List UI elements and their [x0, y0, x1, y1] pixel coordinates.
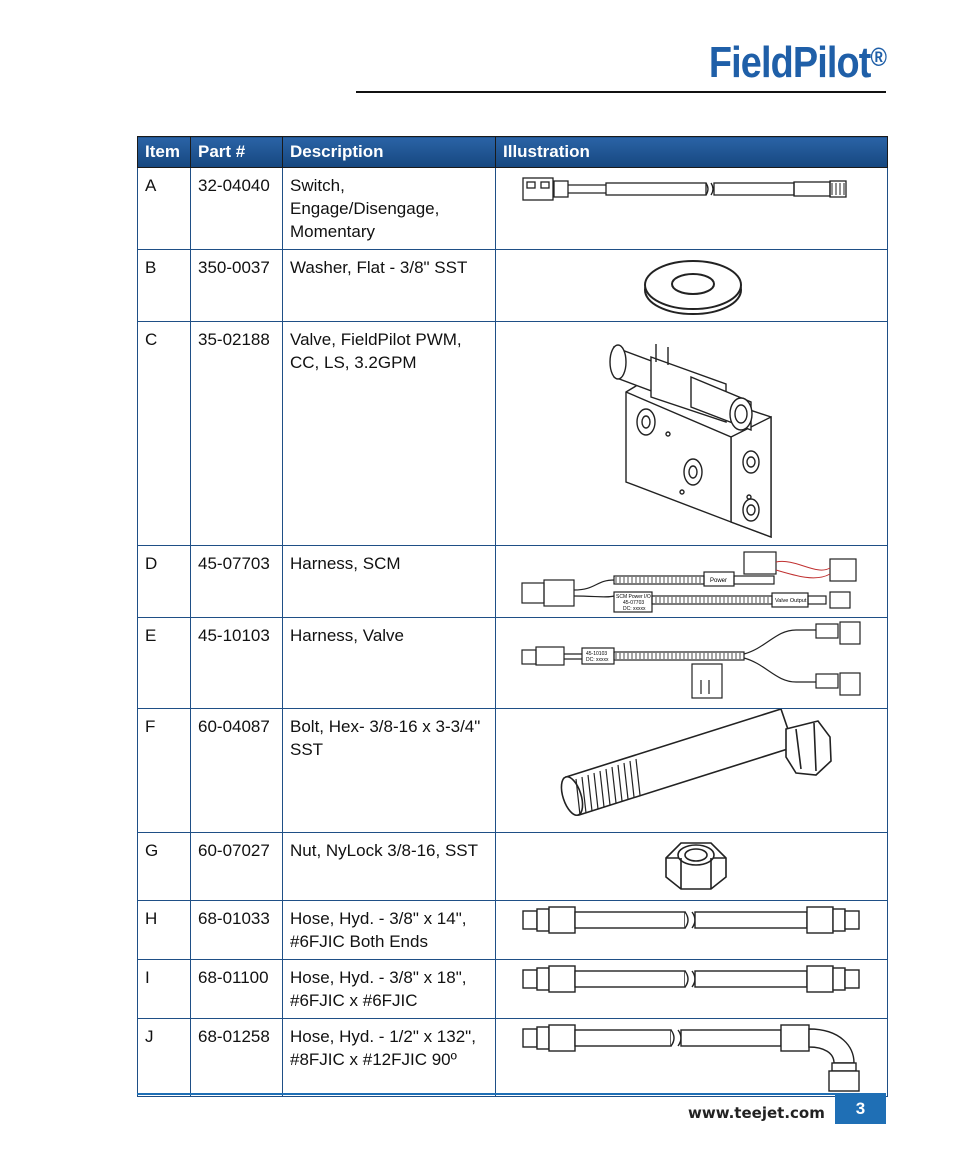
- brand-name: FieldPilot: [708, 38, 871, 87]
- illustration-cell: [496, 1019, 888, 1097]
- valve-harness-icon: [496, 618, 886, 707]
- part-cell: 60-04087: [191, 709, 283, 833]
- fieldpilot-logo: [709, 38, 886, 88]
- footer-rule: [137, 1093, 886, 1095]
- scm-tag-line-2: 45-07703: [623, 600, 645, 606]
- item-cell: G: [138, 833, 191, 901]
- part-cell: 68-01258: [191, 1019, 283, 1097]
- parts-table: [137, 136, 888, 1097]
- description-cell: Hose, Hyd. - 3/8" x 14", #6FJIC Both Ends: [283, 901, 496, 960]
- item-cell: H: [138, 901, 191, 960]
- hose-elbow-icon: [496, 1019, 886, 1095]
- illustration-cell: [496, 833, 888, 901]
- col-header-description: Description: [283, 137, 496, 168]
- item-cell: B: [138, 250, 191, 322]
- illustration-cell: [496, 960, 888, 1019]
- part-cell: 68-01033: [191, 901, 283, 960]
- page-number: 3: [835, 1093, 886, 1124]
- illustration-cell: [496, 546, 888, 618]
- hex-bolt-icon: [496, 709, 886, 831]
- illustration-cell: [496, 901, 888, 960]
- part-cell: 68-01100: [191, 960, 283, 1019]
- item-cell: J: [138, 1019, 191, 1097]
- table-row: [138, 618, 888, 709]
- part-cell: 32-04040: [191, 168, 283, 250]
- illustration-cell: [496, 250, 888, 322]
- description-cell: Hose, Hyd. - 3/8" x 18", #6FJIC x #6FJIC: [283, 960, 496, 1019]
- item-cell: A: [138, 168, 191, 250]
- switch-cable-icon: [496, 168, 886, 218]
- table-row: [138, 709, 888, 833]
- part-cell: 45-07703: [191, 546, 283, 618]
- part-cell: 35-02188: [191, 322, 283, 546]
- table-row: [138, 960, 888, 1019]
- item-cell: I: [138, 960, 191, 1019]
- table-row: [138, 1019, 888, 1097]
- header-rule: [356, 91, 886, 93]
- table-row: [138, 322, 888, 546]
- nylock-nut-icon: [496, 833, 886, 899]
- part-cell: 45-10103: [191, 618, 283, 709]
- description-cell: Harness, Valve: [283, 618, 496, 709]
- description-cell: Hose, Hyd. - 1/2" x 132", #8FJIC x #12FJIC 90º: [283, 1019, 496, 1097]
- table-row: [138, 168, 888, 250]
- item-cell: F: [138, 709, 191, 833]
- scm-valve-output-label: Valve Output: [775, 598, 807, 604]
- item-cell: C: [138, 322, 191, 546]
- scm-tag-line-3: DC: xxxxx: [623, 606, 646, 612]
- scm-harness-icon: [496, 546, 886, 616]
- hose-straight-icon: [496, 960, 886, 1010]
- table-row: [138, 250, 888, 322]
- table-row: [138, 833, 888, 901]
- scm-power-label: Power: [710, 578, 728, 584]
- description-cell: Valve, FieldPilot PWM, CC, LS, 3.2GPM: [283, 322, 496, 546]
- illustration-cell: [496, 322, 888, 546]
- col-header-illustration: Illustration: [496, 137, 888, 168]
- part-cell: 350-0037: [191, 250, 283, 322]
- description-cell: Bolt, Hex- 3/8-16 x 3-3/4" SST: [283, 709, 496, 833]
- table-header-row: [138, 137, 888, 168]
- illustration-cell: [496, 168, 888, 250]
- part-cell: 60-07027: [191, 833, 283, 901]
- illustration-cell: [496, 709, 888, 833]
- illustration-cell: [496, 618, 888, 709]
- scm-tag-line-1: SCM Power I/O: [616, 594, 651, 600]
- item-cell: D: [138, 546, 191, 618]
- washer-icon: [496, 250, 886, 320]
- valve-block-icon: [496, 322, 886, 544]
- table-row: [138, 901, 888, 960]
- table-row: [138, 546, 888, 618]
- valve-tag-line-2: DC: xxxxx: [586, 657, 609, 663]
- hose-straight-icon: [496, 901, 886, 951]
- footer-url: www.teejet.com: [688, 1104, 825, 1122]
- description-cell: Harness, SCM: [283, 546, 496, 618]
- registered-mark: ®: [870, 42, 886, 72]
- valve-tag-line-1: 45-10103: [586, 651, 608, 657]
- col-header-part: Part #: [191, 137, 283, 168]
- col-header-item: Item: [138, 137, 191, 168]
- item-cell: E: [138, 618, 191, 709]
- description-cell: Nut, NyLock 3/8-16, SST: [283, 833, 496, 901]
- description-cell: Washer, Flat - 3/8" SST: [283, 250, 496, 322]
- description-cell: Switch, Engage/Disengage, Momentary: [283, 168, 496, 250]
